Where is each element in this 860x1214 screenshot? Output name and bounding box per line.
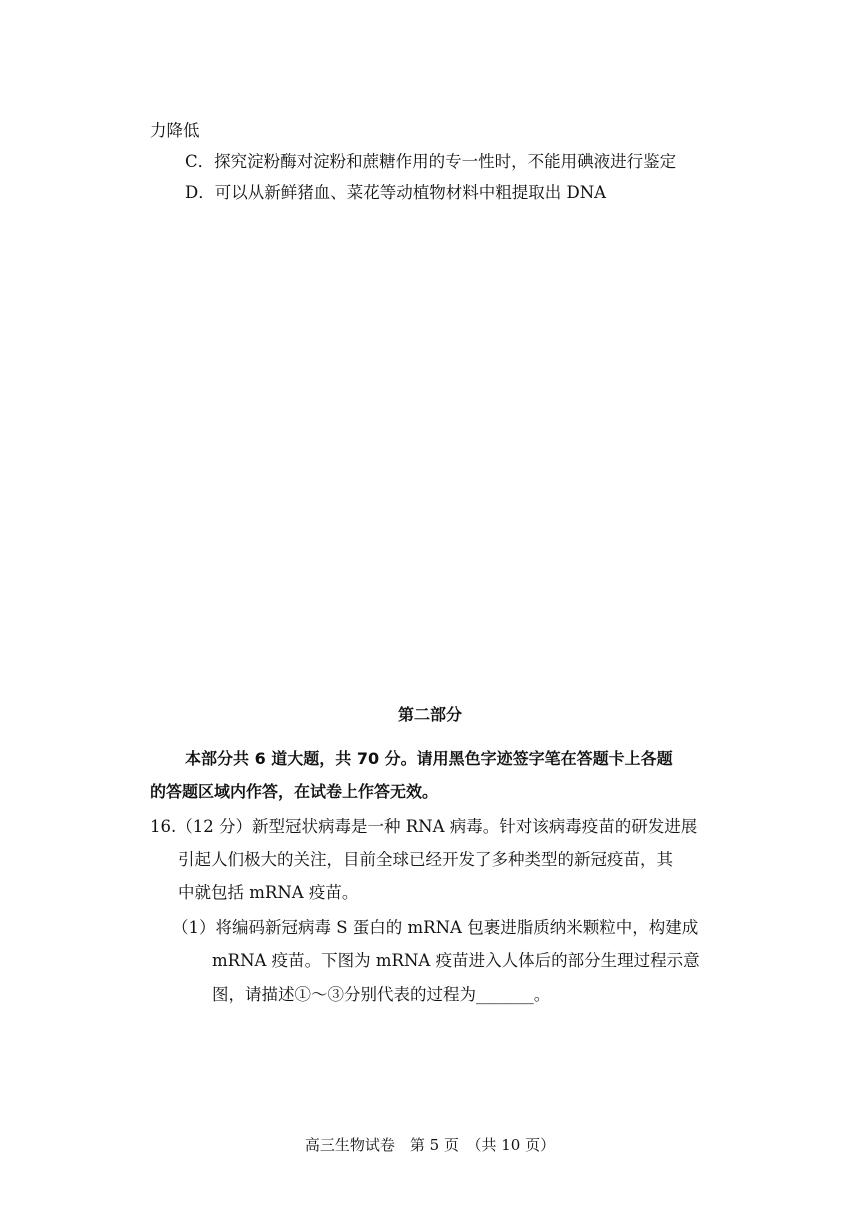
- instructions-line-2: 的答题区域内作答，在试卷上作答无效。: [150, 782, 439, 801]
- question-16-sub1-line-3: 图，请描述①～③分别代表的过程为_______。: [212, 985, 551, 1004]
- section-title: 第二部分: [397, 705, 462, 724]
- page-footer: 高三生物试卷 第 5 页 （共 10 页）: [304, 1136, 556, 1154]
- question-16-line-1: 16.（12 分）新型冠状病毒是一种 RNA 病毒。针对该病毒疫苗的研发进展: [150, 817, 698, 836]
- continuation-text: 力降低: [150, 121, 200, 140]
- question-16-sub1-line-1: （1）将编码新冠病毒 S 蛋白的 mRNA 包裹进脂质纳米颗粒中，构建成: [172, 918, 699, 937]
- option-c: C．探究淀粉酶对淀粉和蔗糖作用的专一性时，不能用碘液进行鉴定: [185, 152, 677, 171]
- question-16-line-3: 中就包括 mRNA 疫苗。: [178, 883, 359, 902]
- option-d: D．可以从新鲜猪血、菜花等动植物材料中粗提取出 DNA: [185, 183, 607, 202]
- instructions-line-1: 本部分共 6 道大题，共 70 分。请用黑色字迹签字笔在答题卡上各题: [185, 749, 673, 768]
- question-16-sub1-line-2: mRNA 疫苗。下图为 mRNA 疫苗进入人体后的部分生理过程示意: [212, 951, 700, 970]
- question-16-line-2: 引起人们极大的关注，目前全球已经开发了多种类型的新冠疫苗，其: [178, 850, 673, 869]
